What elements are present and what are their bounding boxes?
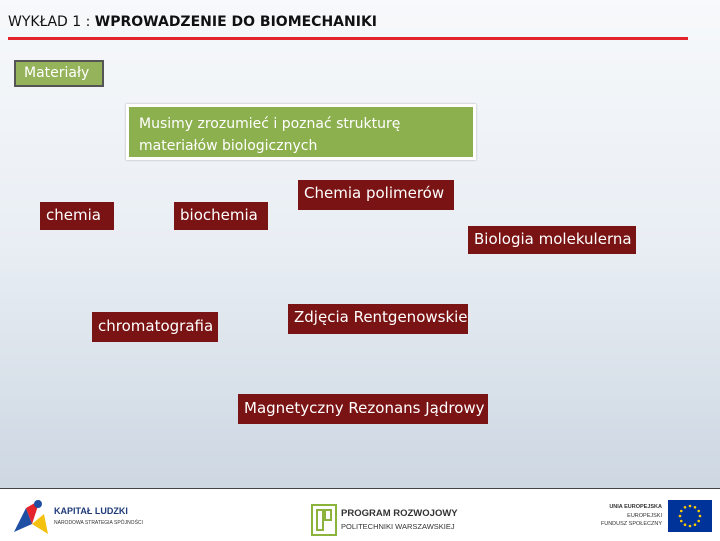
pw-emblem-icon (311, 504, 337, 536)
chemia-polimerow-box (298, 180, 454, 210)
zdjecia-rentgenowskie-label: Zdjęcia Rentgenowskie (294, 308, 468, 326)
ue-line-2: EUROPEJSKI (627, 513, 662, 519)
program-line-1: PROGRAM ROZWOJOWY (341, 508, 458, 519)
slide-title (8, 14, 377, 30)
mrj-box (238, 394, 488, 424)
statement-line-2: materiałów biologicznych (139, 138, 318, 154)
zdjecia-rentgenowskie-box (288, 304, 468, 334)
mrj-label: Magnetyczny Rezonans Jądrowy (244, 399, 485, 417)
kapital-ludzki-subtitle: NARODOWA STRATEGIA SPÓJNOŚCI (54, 520, 143, 526)
statement-box (126, 104, 476, 160)
chemia-label: chemia (46, 206, 101, 224)
biologia-molekularna-box (468, 226, 636, 254)
biochemia-box (174, 202, 268, 230)
chemia-polimerow-label: Chemia polimerów (304, 184, 445, 202)
title-underline (8, 37, 688, 40)
statement-line-1: Musimy zrozumieć i poznać strukturę (139, 116, 401, 132)
chemia-box (40, 202, 114, 230)
kapital-ludzki-title: KAPITAŁ LUDZKI (54, 506, 128, 516)
biochemia-label: biochemia (180, 206, 258, 224)
kapital-ludzki-emblem-icon (10, 494, 50, 538)
chromatografia-label: chromatografia (98, 317, 214, 335)
slide-title-prefix: WYKŁAD 1 : (8, 14, 95, 30)
program-line-2: POLITECHNIKI WARSZAWSKIEJ (341, 522, 455, 531)
materialy-box (14, 60, 104, 87)
chromatografia-box (92, 312, 218, 342)
biologia-molekularna-label: Biologia molekulerna (474, 230, 632, 248)
unia-europejska-logo (592, 494, 714, 538)
slide-title-main: WPROWADZENIE DO BIOMECHANIKI (94, 14, 377, 30)
ue-line-1: UNIA EUROPEJSKA (609, 504, 662, 510)
kapital-ludzki-logo (10, 494, 143, 538)
ue-line-3: FUNDUSZ SPOŁECZNY (600, 521, 662, 527)
program-rozwojowy-logo (309, 500, 459, 540)
eu-flag-icon (668, 500, 712, 532)
materialy-label: Materiały (24, 65, 90, 81)
